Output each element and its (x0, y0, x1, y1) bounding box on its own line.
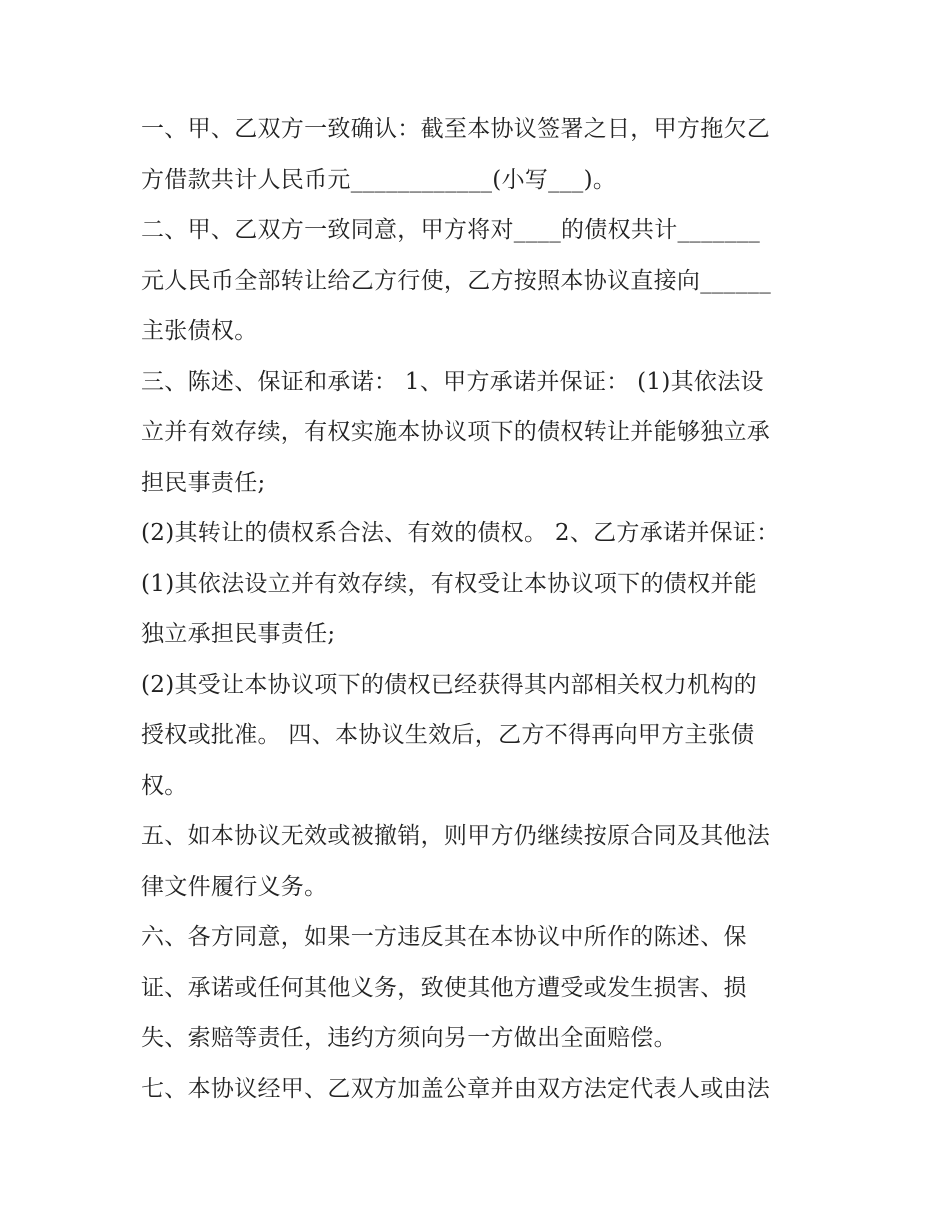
text-line: 元人民币全部转让给乙方行使，乙方按照本协议直接向______ (141, 267, 771, 294)
text-line: 方借款共计人民币元____________(小写___)。 (141, 166, 617, 193)
text-line: 律文件履行义务。 (141, 873, 328, 900)
text-line: 授权或批准。 四、本协议生效后，乙方不得再向甲方主张债 (141, 722, 755, 748)
text-line: 二、甲、乙双方一致同意，甲方将对____的债权共计_______ (141, 217, 761, 243)
text-line: 主张债权。 (141, 318, 258, 344)
text-line: 七、本协议经甲、乙双方加盖公章并由双方法定代表人或由法 (141, 1075, 771, 1102)
text-line: 失、索赔等责任，违约方须向另一方做出全面赔偿。 (141, 1025, 677, 1051)
text-line: (1)其依法设立并有效存续，有权受让本协议项下的债权并能 (141, 570, 757, 597)
text-line: 证、承诺或任何其他义务，致使其他方遭受或发生损害、损 (141, 974, 747, 1001)
agreement-body (141, 104, 821, 1114)
text-line: 五、如本协议无效或被撤销，则甲方仍继续按原合同及其他法 (141, 823, 771, 849)
text-line: 一、甲、乙双方一致确认：截至本协议签署之日，甲方拖欠乙 (141, 116, 771, 142)
text-line: (2)其受让本协议项下的债权已经获得其内部相关权力机构的 (141, 671, 757, 698)
text-line: 三、陈述、保证和承诺： 1、甲方承诺并保证： (1)其依法设 (141, 368, 764, 395)
text-line: 立并有效存续，有权实施本协议项下的债权转让并能够独立承 (141, 419, 771, 445)
text-line: 六、各方同意，如果一方违反其在本协议中所作的陈述、保 (141, 924, 747, 950)
text-line: 权。 (141, 772, 188, 799)
text-line: (2)其转让的债权系合法、有效的债权。 2、乙方承诺并保证： (141, 520, 780, 546)
text-line: 独立承担民事责任; (141, 621, 336, 647)
text-line: 担民事责任; (141, 469, 266, 496)
